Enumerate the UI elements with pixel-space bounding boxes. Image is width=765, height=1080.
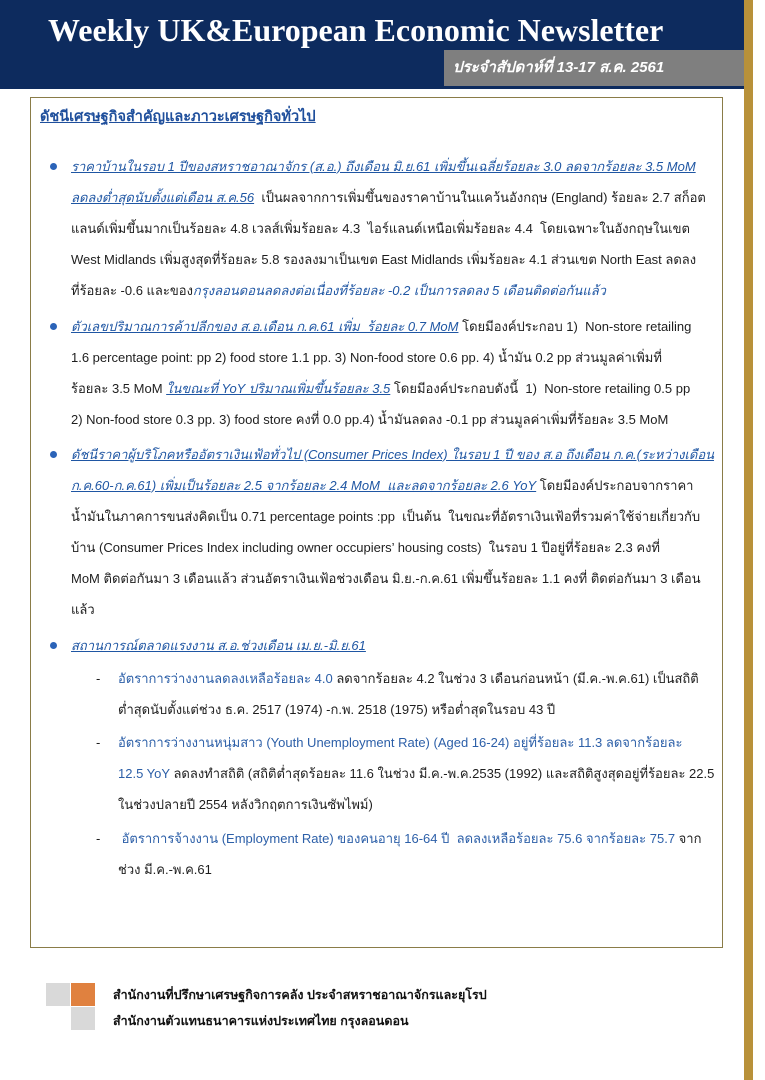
body-text: ช่วง มี.ค.-พ.ค.61 bbox=[118, 861, 212, 877]
bullet-text bbox=[71, 439, 719, 625]
text-line bbox=[118, 789, 718, 820]
highlight-text: อัตราการว่างงานหนุ่มสาว (Youth Unemployment Rate) (Aged 16-24) อยู่ที่ร้อยละ 11.3 ลดจากร้อยละ bbox=[118, 734, 683, 750]
newsletter-header bbox=[0, 0, 744, 89]
text-line bbox=[118, 694, 718, 725]
text-line bbox=[71, 594, 719, 625]
sub-item-text bbox=[118, 823, 718, 885]
link-text[interactable]: ในขณะที่ YoY ปริมาณเพิ่มขึ้นร้อยละ 3.5 bbox=[166, 380, 391, 396]
text-line bbox=[118, 758, 718, 789]
text-line bbox=[118, 854, 718, 885]
highlight-text: อัตราการว่างงานลดลงเหลือร้อยละ 4.0 bbox=[118, 670, 333, 686]
footer-logo-square-gray bbox=[46, 983, 70, 1006]
sub-item-text bbox=[118, 663, 718, 725]
body-text: โดยมีองค์ประกอบ 1) Non-store retailing bbox=[458, 318, 692, 334]
text-line bbox=[71, 151, 719, 182]
text-line bbox=[71, 532, 719, 563]
link-text[interactable]: ราคาบ้านในรอบ 1 ปีของสหราชอาณาจักร (ส.อ.) ถึงเดือน มิ.ย.61 เพิ่มขึ้นเฉลี่ยร้อยละ 3.0 ลดจากร้อยละ 3.5 MoM bbox=[71, 158, 696, 174]
body-text: โดยมีองค์ประกอบดังนี้ 1) Non-store retailing 0.5 pp bbox=[390, 380, 691, 396]
text-line bbox=[71, 213, 719, 244]
content-box bbox=[30, 97, 723, 948]
body-text: แล้ว bbox=[71, 601, 95, 617]
footer-org-line-1: สำนักงานที่ปรึกษาเศรษฐกิจการคลัง ประจำสหราชอาณาจักรและยุโรป bbox=[113, 988, 487, 1002]
bullet-text bbox=[71, 311, 719, 435]
highlight-text: อัตราการจ้างงาน (Employment Rate) ของคนอายุ 16-64 ปี ลดลงเหลือร้อยละ 75.6 จากร้อยละ 75.7 bbox=[118, 830, 676, 846]
highlight-text: 12.5 YoY bbox=[118, 765, 170, 781]
week-label-tab bbox=[444, 50, 744, 86]
text-line bbox=[118, 823, 718, 854]
sub-item-text bbox=[118, 727, 718, 820]
body-text: ที่ร้อยละ -0.6 และของ bbox=[71, 282, 193, 298]
body-text: ลดจากร้อยละ 4.2 ในช่วง 3 เดือนก่อนหน้า (มี.ค.-พ.ค.61) เป็นสถิติ bbox=[332, 670, 699, 686]
link-text[interactable]: ตัวเลขปริมาณการค้าปลีกของ ส.อ.เดือน ก.ค.61 เพิ่ม ร้อยละ 0.7 MoM bbox=[71, 318, 459, 334]
link-text[interactable]: ดัชนีราคาผู้บริโภคหรืออัตราเงินเฟ้อทั่วไป (Consumer Prices Index) ในรอบ 1 ปี ของ ส.อ ถึงเดือน ก.ค.(ระหว่างเดือน bbox=[71, 446, 715, 462]
text-line bbox=[71, 373, 719, 404]
body-text: West Midlands เพิ่มสูงสุดที่ร้อยละ 5.8 รองลงมาเป็นเขต East Midlands เพิ่มร้อยละ 4.1 ส่วนเขต North East ลดลง bbox=[71, 251, 697, 267]
newsletter-title: Weekly UK&European Economic Newsletter bbox=[48, 12, 664, 48]
text-line bbox=[118, 727, 718, 758]
body-text: จาก bbox=[675, 830, 702, 846]
bullet-dot-icon bbox=[50, 642, 57, 649]
text-line bbox=[71, 404, 719, 435]
footer-org-line-2: สำนักงานตัวแทนธนาคารแห่งประเทศไทย กรุงลอนดอน bbox=[113, 1014, 409, 1028]
link-text[interactable]: ลดลงต่ำสุดนับตั้งแต่เดือน ส.ค.56 bbox=[71, 189, 255, 205]
list-dash-marker: - bbox=[96, 830, 101, 846]
body-text: บ้าน (Consumer Prices Index including owner occupiers’ housing costs) ในรอบ 1 ปีอยู่ที่ร้อยละ 2.3 คงที่ bbox=[71, 539, 660, 555]
bullet-text bbox=[71, 630, 719, 661]
text-line bbox=[71, 439, 719, 470]
text-line bbox=[71, 501, 719, 532]
body-text: น้ำมันในภาคการขนส่งคิดเป็น 0.71 percentage points :pp เป็นต้น ในขณะที่อัตราเงินเฟ้อที่รวมค่าใช้จ่ายเกี่ยวกับ bbox=[71, 508, 701, 524]
body-text: MoM ติดต่อกันมา 3 เดือนแล้ว ส่วนอัตราเงินเฟ้อช่วงเดือน มิ.ย.-ก.ค.61 เพิ่มขึ้นร้อยละ 1.1 คงที่ ติดต่อกันมา 3 เดือน bbox=[71, 570, 701, 586]
accent-side-bar bbox=[744, 0, 753, 1080]
text-line bbox=[71, 275, 719, 306]
footer-logo-square-gray bbox=[71, 1007, 95, 1030]
list-dash-marker: - bbox=[96, 670, 101, 686]
text-line bbox=[71, 342, 719, 373]
text-line bbox=[71, 630, 719, 661]
body-text: เป็นผลจากการเพิ่มขึ้นของราคาบ้านในแคว้นอังกฤษ (England) ร้อยละ 2.7 สก็อต bbox=[254, 189, 706, 205]
bullet-text bbox=[71, 151, 719, 306]
footer-logo-square-orange bbox=[71, 983, 95, 1006]
text-line bbox=[71, 311, 719, 342]
section-heading: ดัชนีเศรษฐกิจสำคัญและภาวะเศรษฐกิจทั่วไป bbox=[40, 109, 316, 125]
link-text[interactable]: ก.ค.60-ก.ค.61) เพิ่มเป็นร้อยละ 2.5 จากร้อยละ 2.4 MoM และลดจากร้อยละ 2.6 YoY bbox=[71, 477, 537, 493]
text-line bbox=[71, 563, 719, 594]
body-text: ร้อยละ 3.5 MoM bbox=[71, 380, 167, 396]
body-text: 1.6 percentage point: pp 2) food store 1.1 pp. 3) Non-food store 0.6 pp. 4) น้ำมัน 0.2 pp ส่วนมูลค่าเพิ่มที่ bbox=[71, 349, 662, 365]
highlight-text: กรุงลอนดอนลดลงต่อเนื่องที่ร้อยละ -0.2 เป็นการลดลง 5 เดือนติดต่อกันแล้ว bbox=[192, 282, 606, 298]
bullet-dot-icon bbox=[50, 451, 57, 458]
body-text: ในช่วงปลายปี 2554 หลังวิกฤตการเงินซัพไพม์) bbox=[118, 796, 373, 812]
week-label: ประจำสัปดาห์ที่ 13-17 ส.ค. 2561 bbox=[453, 59, 665, 76]
text-line bbox=[71, 182, 719, 213]
body-text: 2) Non-food store 0.3 pp. 3) food store คงที่ 0.0 pp.4) น้ำมันลดลง -0.1 pp ส่วนมูลค่าเพิ่มที่ร้อยละ 3.5 MoM bbox=[71, 411, 669, 427]
list-dash-marker: - bbox=[96, 734, 101, 750]
link-text[interactable]: สถานการณ์ตลาดแรงงาน ส.อ.ช่วงเดือน เม.ย.-มิ.ย.61 bbox=[71, 637, 366, 653]
bullet-dot-icon bbox=[50, 163, 57, 170]
body-text: ต่ำสุดนับตั้งแต่ช่วง ธ.ค. 2517 (1974) -ก.พ. 2518 (1975) หรือต่ำสุดในรอบ 43 ปี bbox=[118, 701, 556, 717]
body-text: โดยมีองค์ประกอบจากราคา bbox=[536, 477, 694, 493]
text-line bbox=[118, 663, 718, 694]
body-text: แลนด์เพิ่มขึ้นมากเป็นร้อยละ 4.8 เวลส์เพิ่มร้อยละ 4.3 ไอร์แลนด์เหนือเพิ่มร้อยละ 4.4 โดยเฉพาะในอังกฤษในเขต bbox=[71, 220, 690, 236]
body-text: ลดลงทำสถิติ (สถิติต่ำสุดร้อยละ 11.6 ในช่วง มี.ค.-พ.ค.2535 (1992) และสถิติสูงสุดอยู่ที่ร้อยละ 22.5 bbox=[169, 765, 715, 781]
text-line bbox=[71, 470, 719, 501]
bullet-dot-icon bbox=[50, 323, 57, 330]
text-line bbox=[71, 244, 719, 275]
